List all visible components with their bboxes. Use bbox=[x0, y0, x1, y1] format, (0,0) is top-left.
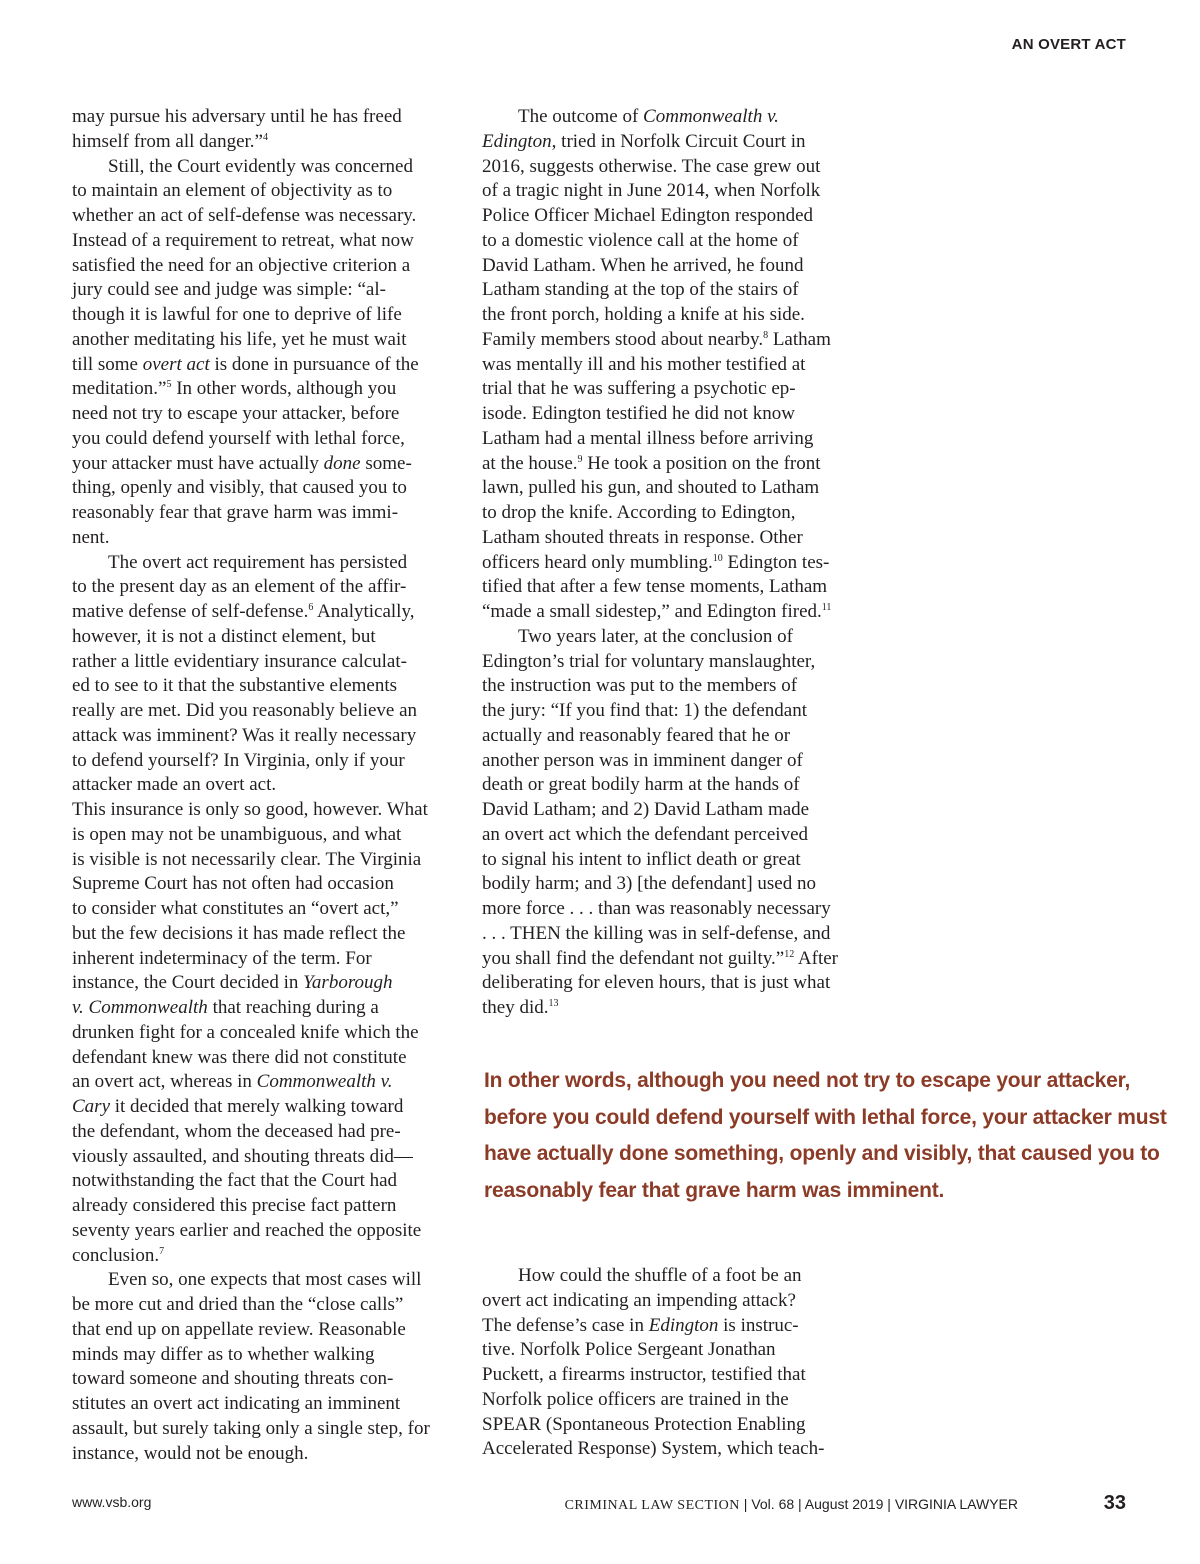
body-line: instance, the Court decided in Yarborough bbox=[72, 972, 393, 994]
body-line: instance, would not be enough. bbox=[72, 1442, 309, 1464]
body-line: the defendant, whom the deceased had pre- bbox=[72, 1120, 401, 1142]
body-line: Police Officer Michael Edington responded bbox=[482, 205, 813, 226]
body-line: David Latham. When he arrived, he found bbox=[482, 254, 804, 276]
body-line: “made a small sidestep,” and Edington fired.$^{11}$ bbox=[482, 601, 832, 622]
page-number: 33 bbox=[1103, 1492, 1126, 1514]
body-line: deliberating for eleven hours, that is just what bbox=[482, 972, 831, 994]
left-column bbox=[72, 105, 430, 1466]
right-column-top bbox=[482, 105, 838, 1021]
pull-quote bbox=[484, 1063, 1167, 1209]
body-line: meditation.”$^5$ In other words, although you bbox=[72, 378, 397, 400]
body-line: seventy years earlier and reached the opposite bbox=[72, 1219, 422, 1241]
emphasis-text: done bbox=[323, 452, 361, 474]
body-line: to maintain an element of objectivity as to bbox=[72, 180, 393, 202]
body-line: but the few decisions it has made reflect the bbox=[72, 922, 406, 944]
footnote-ref: 12 bbox=[784, 948, 795, 960]
footer-section: CRIMINAL LAW SECTION bbox=[564, 1498, 740, 1513]
body-line: officers heard only mumbling.$^{10}$ Edington tes- bbox=[482, 551, 830, 573]
body-line: jury could see and judge was simple: “al- bbox=[72, 279, 386, 301]
body-line: to drop the knife. According to Edington, bbox=[482, 502, 796, 523]
body-line: This insurance is only so good, however. What bbox=[72, 799, 428, 820]
emphasis-text: overt act bbox=[142, 353, 210, 375]
body-line: Latham had a mental illness before arriving bbox=[482, 427, 814, 449]
body-line: need not try to escape your attacker, before bbox=[72, 403, 400, 424]
case-name: Commonwealth v. bbox=[256, 1071, 393, 1093]
case-name: Edington bbox=[648, 1314, 719, 1336]
body-line: to a domestic violence call at the home of bbox=[482, 229, 799, 251]
body-line: already considered this precise fact pattern bbox=[72, 1195, 397, 1216]
body-line: at the house.$^9$ He took a position on the front bbox=[482, 452, 821, 474]
body-line: bodily harm; and 3) [the defendant] used no bbox=[482, 873, 816, 895]
body-line: your attacker must have actually done some- bbox=[72, 452, 412, 474]
body-line: the front porch, holding a knife at his side. bbox=[482, 304, 805, 325]
footnote-ref: 5 bbox=[166, 379, 172, 391]
body-line: himself from all danger.”$^4$ bbox=[72, 130, 268, 152]
body-line: may pursue his adversary until he has freed bbox=[72, 106, 402, 127]
pull-quote-line: before you could defend yourself with lethal force, your attacker must bbox=[484, 1105, 1167, 1129]
body-line: however, it is not a distinct element, but bbox=[72, 625, 376, 647]
body-line: v. Commonwealth that reaching during a bbox=[72, 997, 379, 1018]
pull-quote-line: have actually done something, openly and visibly, that caused you to bbox=[484, 1142, 1160, 1165]
body-line: an overt act which the defendant perceived bbox=[482, 823, 809, 845]
body-line: attacker made an overt act. bbox=[72, 774, 277, 796]
body-line: conclusion.$^7$ bbox=[72, 1244, 165, 1266]
body-line: more force . . . than was reasonably necessary bbox=[482, 898, 831, 919]
body-line: rather a little evidentiary insurance calculat- bbox=[72, 650, 407, 672]
running-head: AN OVERT ACT bbox=[1011, 36, 1126, 53]
body-line: notwithstanding the fact that the Court had bbox=[72, 1170, 398, 1192]
footer-issue: | Vol. 68 | August 2019 | VIRGINIA LAWYER bbox=[739, 1496, 1018, 1512]
footnote-ref: 13 bbox=[548, 998, 559, 1009]
body-line: satisfied the need for an objective criterion a bbox=[72, 254, 411, 276]
case-name: Edington bbox=[482, 130, 552, 152]
pull-quote-line: In other words, although you need not try to escape your attacker, bbox=[484, 1069, 1131, 1092]
body-line: to consider what constitutes an “overt act,” bbox=[72, 898, 399, 919]
body-line: The defense’s case in Edington is instruc- bbox=[482, 1314, 799, 1336]
body-line: attack was imminent? Was it really necessary bbox=[72, 724, 417, 746]
case-name: Commonwealth v. bbox=[643, 106, 779, 127]
body-line: another meditating his life, yet he must wait bbox=[72, 328, 407, 350]
body-line: to the present day as an element of the affir- bbox=[72, 576, 407, 598]
footnote-ref: 6 bbox=[308, 602, 314, 613]
body-line: you could defend yourself with lethal force, bbox=[72, 427, 405, 449]
body-line: trial that he was suffering a psychotic ep- bbox=[482, 378, 796, 400]
body-line: How could the shuffle of a foot be an bbox=[518, 1265, 802, 1286]
body-line: Accelerated Response) System, which teach- bbox=[482, 1438, 825, 1460]
body-line: assault, but surely taking only a single step, for bbox=[72, 1417, 430, 1439]
body-line: The outcome of Commonwealth v. bbox=[518, 106, 779, 127]
case-name: Cary bbox=[72, 1096, 110, 1117]
body-line: inherent indeterminacy of the term. For bbox=[72, 947, 372, 969]
body-line: actually and reasonably feared that he or bbox=[482, 724, 791, 746]
body-line: they did.$^{13}$ bbox=[482, 997, 559, 1018]
body-line: The overt act requirement has persisted bbox=[108, 551, 408, 573]
body-line: stitutes an overt act indicating an imminent bbox=[72, 1393, 401, 1414]
body-line: . . . THEN the killing was in self-defense, and bbox=[482, 922, 831, 944]
body-line: drunken fight for a concealed knife which the bbox=[72, 1021, 419, 1043]
body-line: Two years later, at the conclusion of bbox=[518, 625, 793, 647]
body-line: the jury: “If you find that: 1) the defendant bbox=[482, 700, 808, 721]
body-line: Edington, tried in Norfolk Circuit Court in bbox=[482, 130, 806, 152]
footnote-ref: 8 bbox=[763, 329, 769, 341]
right-column-bottom bbox=[482, 1264, 824, 1462]
pull-quote-line: reasonably fear that grave harm was imminent. bbox=[484, 1178, 945, 1202]
body-line: of a tragic night in June 2014, when Norfolk bbox=[482, 180, 821, 202]
body-line: tified that after a few tense moments, Latham bbox=[482, 576, 828, 598]
footer-masthead bbox=[565, 1496, 1018, 1514]
body-line: toward someone and shouting threats con- bbox=[72, 1368, 394, 1390]
footer-url[interactable]: www.vsb.org bbox=[72, 1494, 152, 1510]
footnote-ref: 9 bbox=[577, 453, 583, 465]
body-line: be more cut and dried than the “close calls” bbox=[72, 1294, 404, 1315]
body-line: whether an act of self-defense was necessary. bbox=[72, 205, 417, 226]
body-line: Still, the Court evidently was concerned bbox=[108, 155, 413, 177]
footnote-ref: 7 bbox=[159, 1245, 165, 1257]
footnote-ref: 4 bbox=[263, 131, 268, 143]
body-line: to defend yourself? In Virginia, only if your bbox=[72, 749, 405, 771]
body-line: Even so, one expects that most cases will bbox=[108, 1269, 422, 1291]
body-line: an overt act, whereas in Commonwealth v. bbox=[72, 1071, 393, 1093]
body-line: overt act indicating an impending attack? bbox=[482, 1289, 796, 1311]
body-line: viously assaulted, and shouting threats did— bbox=[72, 1145, 413, 1167]
case-name: v. Commonwealth bbox=[72, 997, 208, 1018]
body-line: another person was in imminent danger of bbox=[482, 749, 803, 771]
body-line: isode. Edington testified he did not know bbox=[482, 403, 795, 424]
case-name: Yarborough bbox=[303, 972, 393, 994]
body-line: Instead of a requirement to retreat, what now bbox=[72, 229, 414, 251]
body-line: lawn, pulled his gun, and shouted to Latham bbox=[482, 477, 820, 499]
body-line: tive. Norfolk Police Sergeant Jonathan bbox=[482, 1339, 776, 1361]
body-line: was mentally ill and his mother testified at bbox=[482, 353, 806, 375]
body-line: Family members stood about nearby.$^8$ Latham bbox=[482, 328, 831, 350]
body-line: Supreme Court has not often had occasion bbox=[72, 873, 394, 895]
body-line: 2016, suggests otherwise. The case grew out bbox=[482, 155, 821, 177]
body-line: till some overt act is done in pursuance of the bbox=[72, 353, 419, 375]
body-line: David Latham; and 2) David Latham made bbox=[482, 799, 810, 820]
body-line: death or great bodily harm at the hands of bbox=[482, 774, 800, 796]
body-line: thing, openly and visibly, that caused you to bbox=[72, 477, 407, 499]
body-line: is open may not be unambiguous, and what bbox=[72, 823, 402, 845]
body-line: minds may differ as to whether walking bbox=[72, 1343, 375, 1365]
body-line: mative defense of self-defense.$^6$ Analytically, bbox=[72, 601, 415, 622]
body-line: ed to see to it that the substantive elements bbox=[72, 675, 398, 697]
body-line: really are met. Did you reasonably believe an bbox=[72, 700, 418, 721]
body-line: that end up on appellate review. Reasonable bbox=[72, 1318, 406, 1340]
footnote-ref: 10 bbox=[712, 552, 723, 564]
body-line: you shall find the defendant not guilty.”$^{12}$ After bbox=[482, 947, 838, 969]
body-line: to signal his intent to inflict death or great bbox=[482, 848, 801, 870]
body-line: Puckett, a firearms instructor, testified that bbox=[482, 1364, 806, 1385]
body-line: is visible is not necessarily clear. The Virginia bbox=[72, 848, 422, 870]
body-line: SPEAR (Spontaneous Protection Enabling bbox=[482, 1413, 806, 1435]
body-line: Edington’s trial for voluntary manslaughter, bbox=[482, 650, 816, 672]
footnote-ref: 11 bbox=[821, 602, 832, 613]
body-line: Latham shouted threats in response. Other bbox=[482, 526, 803, 548]
body-line: though it is lawful for one to deprive of life bbox=[72, 304, 402, 325]
body-line: the instruction was put to the members of bbox=[482, 675, 798, 697]
body-line: Cary it decided that merely walking toward bbox=[72, 1096, 404, 1117]
body-line: Latham standing at the top of the stairs of bbox=[482, 279, 799, 301]
body-line: reasonably fear that grave harm was immi- bbox=[72, 502, 399, 523]
body-line: defendant knew was there did not constitute bbox=[72, 1046, 407, 1068]
body-line: Norfolk police officers are trained in the bbox=[482, 1388, 789, 1410]
body-line: nent. bbox=[72, 526, 110, 548]
